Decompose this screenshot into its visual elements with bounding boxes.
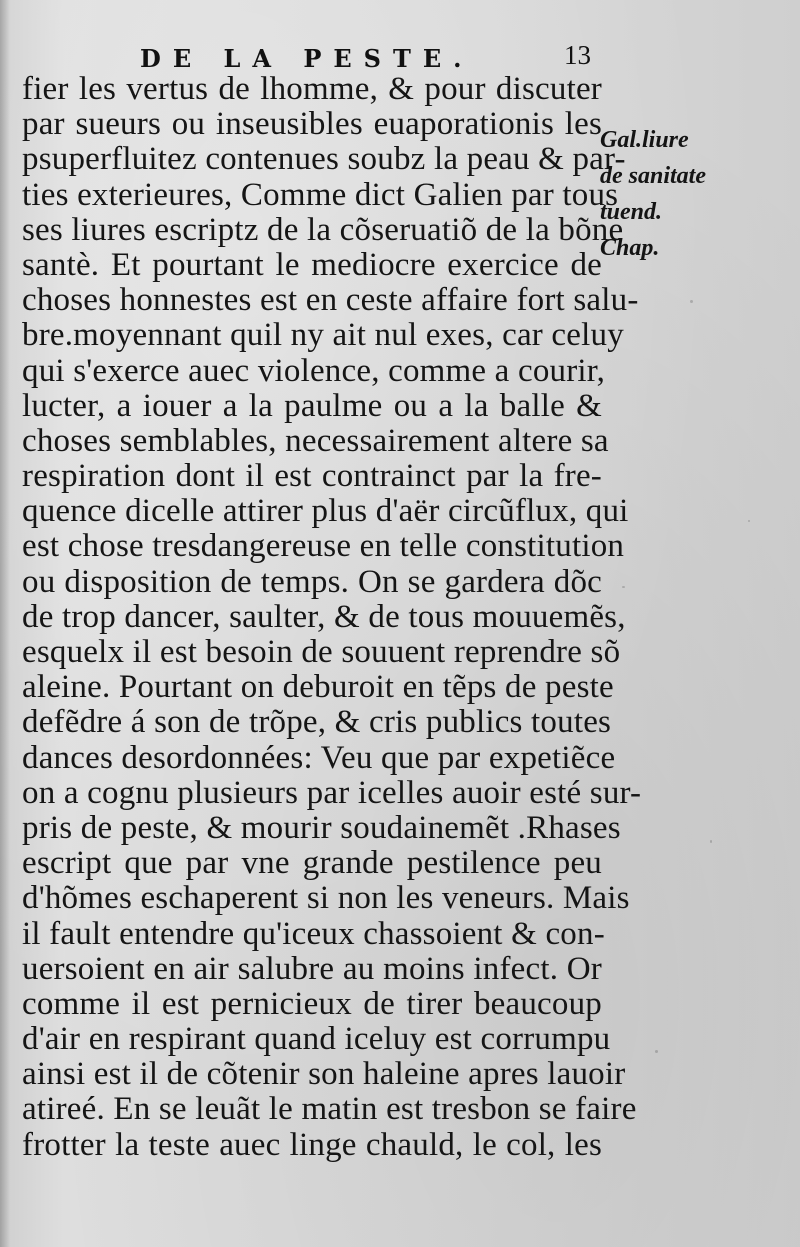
text-line: ses liures escriptz de la cõseruatiõ de la bõne <box>22 211 624 248</box>
text-line: fier les vertus de lhomme, & pour discuter <box>22 71 602 107</box>
text-line: esquelx il est besoin de souuent reprendre sõ <box>22 634 621 670</box>
marginal-note-line: tuend. <box>600 199 663 225</box>
marginal-note-line: Gal.liure <box>600 127 689 153</box>
text-line: d'hõmes eschaperent si non les veneurs. Mais <box>22 880 630 917</box>
text-line: lucter, a iouer a la paulme ou a la balle & <box>22 387 602 424</box>
text-line: ties exterieures, Comme dict Galien par tous <box>22 176 619 213</box>
text-line: quence dicelle attirer plus d'aër circũflux, qui <box>22 493 629 530</box>
marginal-note-line: de sanitate <box>600 163 706 189</box>
text-line: escript que par vne grande pestilence peu <box>22 845 602 882</box>
text-line: ou disposition de temps. On se gardera dõc <box>22 563 602 600</box>
paper-speck <box>748 520 750 522</box>
paper-speck <box>655 1050 658 1053</box>
paper-speck <box>622 586 625 588</box>
page-number: 13 <box>564 40 591 70</box>
marginal-note <box>600 122 706 266</box>
running-head: DE LA PESTE. <box>140 44 474 73</box>
text-line: atireé. En se leuãt le matin est tresbon se faire <box>22 1091 637 1128</box>
text-line: d'air en respirant quand iceluy est corrumpu <box>22 1021 611 1058</box>
marginal-note-line: Chap. <box>600 235 660 261</box>
text-line: qui s'exerce auec violence, comme a courir, <box>22 352 606 389</box>
text-line: ainsi est il de cõtenir son haleine apres lauoir <box>22 1056 626 1093</box>
text-line: psuperfluitez contenues soubz la peau & par- <box>22 141 626 178</box>
text-line: dances desordonnées: Veu que par expetiẽce <box>22 739 616 776</box>
text-line: defẽdre á son de trõpe, & cris publics toutes <box>22 704 612 741</box>
text-line: par sueurs ou inseusibles euaporationis les <box>22 106 602 143</box>
text-line: aleine. Pourtant on deburoit en tẽps de peste <box>22 669 614 706</box>
text-line: on a cognu plusieurs par icelles auoir esté sur- <box>22 774 642 811</box>
text-line: pris de peste, & mourir soudainemẽt .Rhases <box>22 809 621 846</box>
text-line: comme il est pernicieux de tirer beaucoup <box>22 985 602 1022</box>
text-line: de trop dancer, saulter, & de tous mouuemẽs, <box>22 598 626 635</box>
paper-speck <box>690 300 693 303</box>
text-line: il fault entendre qu'iceux chassoient & con- <box>22 915 605 952</box>
page-gutter-shadow <box>0 0 10 1247</box>
text-line: uersoient en air salubre au moins infect. Or <box>22 950 602 987</box>
text-line: santè. Et pourtant le mediocre exercice de <box>22 246 602 283</box>
paper-speck <box>710 840 712 843</box>
text-line: respiration dont il est contrainct par la fre- <box>22 458 602 495</box>
text-line: choses semblables, necessairement altere sa <box>22 422 609 459</box>
text-line: est chose tresdangereuse en telle constitution <box>22 528 625 565</box>
text-line: bre.moyennant quil ny ait nul exes, car celuy <box>22 317 624 354</box>
text-line: choses honnestes est en ceste affaire fort salu- <box>22 282 639 319</box>
text-line: frotter la teste auec linge chauld, le col, les <box>22 1126 602 1163</box>
